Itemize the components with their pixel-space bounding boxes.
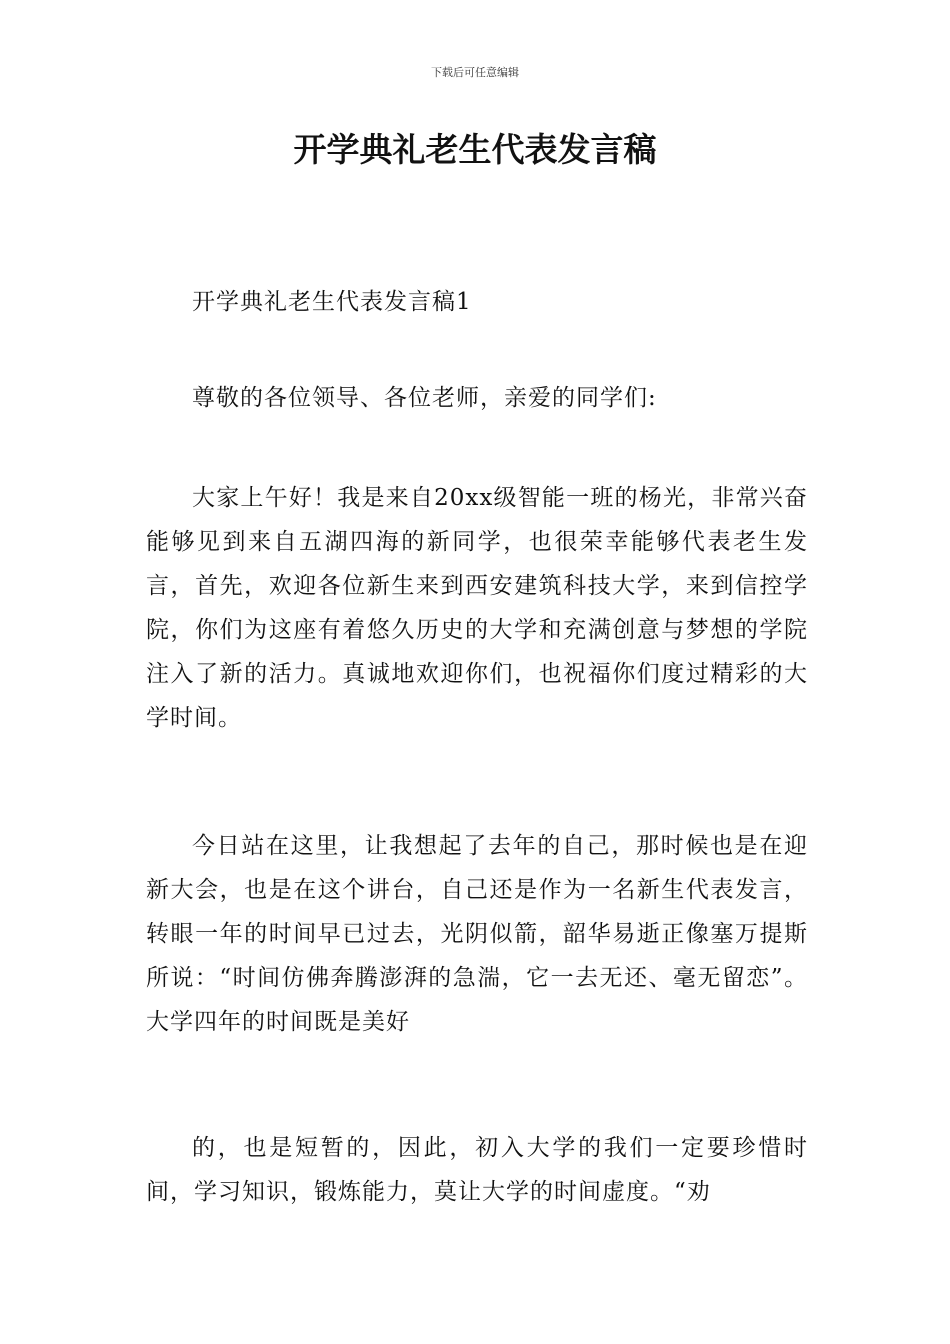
document-title: 开学典礼老生代表发言稿 — [293, 130, 657, 169]
body-paragraph-3: 的，也是短暂的，因此，初入大学的我们一定要珍惜时间，学习知识，锻炼能力，莫让大学的时间虚度。“劝 — [146, 1135, 808, 1205]
section-subtitle: 开学典礼老生代表发言稿1 — [192, 289, 472, 315]
body-paragraph-1: 大家上午好！我是来自20xx级智能一班的杨光，非常兴奋能够见到来自五湖四海的新同学，也很荣幸能够代表老生发言，首先，欢迎各位新生来到西安建筑科技大学，来到信控学院，你们为这座有着悠久历史的大学和充满创意与梦想的学院注入了新的活力。真诚地欢迎你们，也祝福你们度过精彩的大学时间。 — [146, 485, 808, 731]
header-note: 下载后可任意编辑 — [431, 66, 519, 79]
body-paragraph-2: 今日站在这里，让我想起了去年的自己，那时候也是在迎新大会，也是在这个讲台，自己还是作为一名新生代表发言，转眼一年的时间早已过去，光阴似箭，韶华易逝正像塞万提斯所说：“时间仿佛奔腾澎湃的急湍，它一去无还、毫无留恋”。大学四年的时间既是美好 — [146, 833, 808, 1035]
greeting-paragraph: 尊敬的各位领导、各位老师，亲爱的同学们: — [192, 385, 657, 411]
